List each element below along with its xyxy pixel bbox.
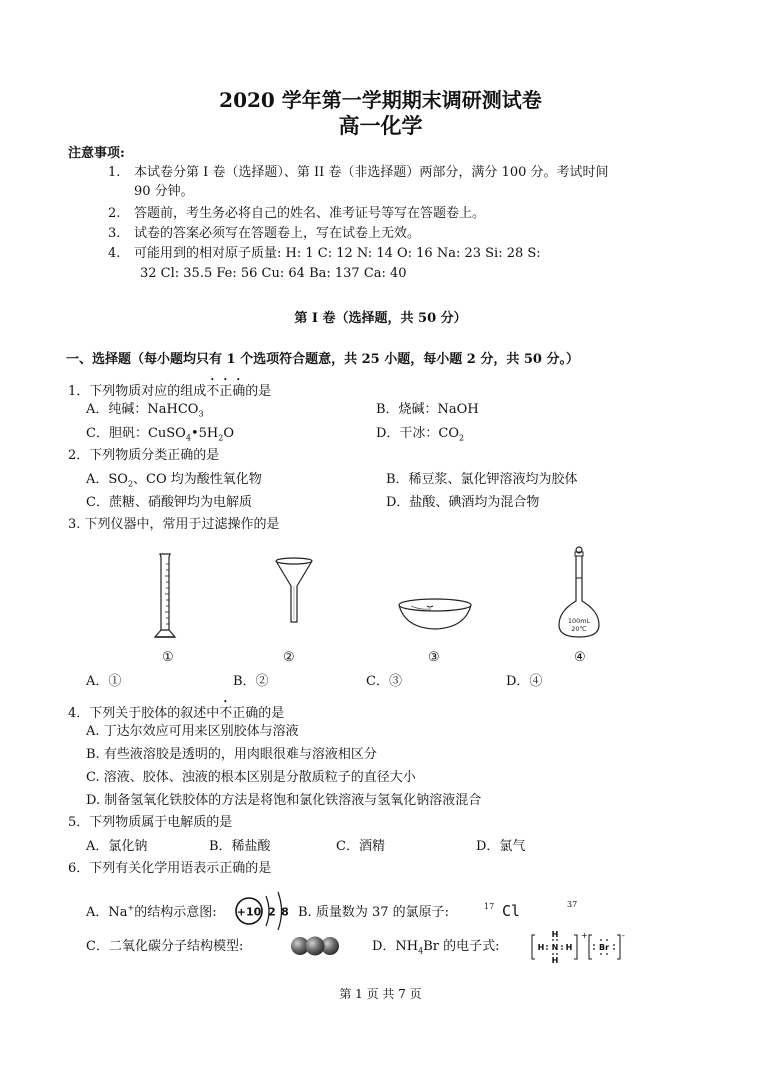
notice-item-4-line-1: 可能用到的相对原子质量: H: 1 C: 12 N: 14 O: 16 Na: 23 Si: 28 S: <box>134 246 541 261</box>
notice-item-1-num: 1. <box>108 165 121 180</box>
q3-option-b[interactable]: B．② <box>233 674 269 689</box>
hydrogen-left: H <box>537 943 545 952</box>
q3-option-a[interactable]: A．① <box>86 674 122 689</box>
notice-item-3-line-1: 试卷的答案必须写在答题卷上，写在试卷上无效。 <box>134 226 421 241</box>
shell-1-electrons: 2 <box>268 905 276 919</box>
q1-option-b[interactable]: B．烧碱：NaOH <box>376 402 479 417</box>
q4-option-c[interactable]: C. 溶液、胶体、浊液的根本区别是分散质粒子的直径大小 <box>86 770 416 785</box>
co2-molecule-model-icon <box>290 934 340 958</box>
q3-option-d[interactable]: D．④ <box>506 674 543 689</box>
notice-item-1-line-1: 本试卷分第 I 卷（选择题）、第 II 卷（非选择题）两部分，满分 100 分。考试时间 <box>134 165 609 180</box>
hydrogen-top: H <box>551 930 559 939</box>
q2-option-c[interactable]: C．蔗糖、硝酸钾均为电解质 <box>86 495 252 510</box>
q2-option-a[interactable]: A．$SO_2$、CO 均为酸性氧化物 <box>86 472 262 489</box>
apparatus-label-2: ② <box>283 650 295 665</box>
q1-option-a[interactable]: A．纯碱：NaHCO$_3$ <box>86 402 204 419</box>
q5-option-d[interactable]: D．氯气 <box>476 839 526 854</box>
q1-option-d[interactable]: D．干冰：$CO_2$ <box>376 426 465 443</box>
page-number: 第 1 页 共 7 页 <box>339 987 422 1001</box>
chlorine-atomic-number: 17 <box>484 902 495 911</box>
question-2-stem: 2．下列物质分类正确的是 <box>68 448 220 463</box>
q4-option-a[interactable]: A. 丁达尔效应可用来区别胶体与溶液 <box>86 724 299 739</box>
chlorine-mass-number: 37 <box>567 900 578 909</box>
hydrogen-bottom: H <box>551 956 559 965</box>
graduated-cylinder-icon <box>150 550 184 645</box>
q4-option-b[interactable]: B. 有些液溶胶是透明的，用肉眼很难与溶液相区分 <box>86 747 377 762</box>
hydrogen-right: H <box>565 943 573 952</box>
shell-2-electrons: 8 <box>281 905 289 919</box>
nucleus-charge: +10 <box>236 905 262 919</box>
exam-title: 2020 学年第一学期期末调研测试卷 <box>219 88 542 112</box>
section-title: 第 I 卷（选择题，共 50 分） <box>294 311 467 326</box>
q3-option-c[interactable]: C．③ <box>366 674 402 689</box>
notice-item-4-num: 4. <box>108 246 121 261</box>
question-5-stem: 5．下列物质属于电解质的是 <box>68 815 233 830</box>
q6-option-b[interactable]: B. 质量数为 37 的氯原子: <box>298 905 450 920</box>
question-4-stem: 4．下列关于胶体的叙述中不正确的是 <box>68 706 285 721</box>
notice-item-2-line-1: 答题前，考生务必将自己的姓名、准考证号等写在答题卷上。 <box>134 206 486 221</box>
notice-item-4-line-2: 32 Cl: 35.5 Fe: 56 Cu: 64 Ba: 137 Ca: 40 <box>140 266 407 281</box>
chlorine-symbol: Cl <box>502 902 521 920</box>
q6-option-c[interactable]: C．二氧化碳分子结构模型: <box>86 939 244 954</box>
nitrogen: N <box>551 943 559 952</box>
flask-label-temp: 20℃ <box>571 625 587 633</box>
question-1-stem: 1．下列物质对应的组成不正确的是 <box>68 384 272 399</box>
sodium-ion-structure-diagram <box>232 888 298 934</box>
q5-option-b[interactable]: B．稀盐酸 <box>209 839 271 854</box>
bromine: Br <box>598 943 610 952</box>
flask-label-volume: 100mL <box>567 617 591 625</box>
notice-item-2-num: 2. <box>108 206 121 221</box>
apparatus-label-4: ④ <box>574 650 586 665</box>
q2-option-b[interactable]: B．稀豆浆、氯化钾溶液均为胶体 <box>386 472 578 487</box>
question-3-stem: 3. 下列仪器中，常用于过滤操作的是 <box>68 517 280 532</box>
notice-item-1-line-2: 90 分钟。 <box>134 184 194 199</box>
q4-option-d[interactable]: D. 制备氢氧化铁胶体的方法是将饱和氯化铁溶液与氢氧化钠溶液混合 <box>86 793 482 808</box>
cation-charge: + <box>581 931 588 940</box>
emphasis-text: 不正确 <box>206 384 246 399</box>
exam-subject: 高一化学 <box>338 113 423 138</box>
question-6-stem: 6．下列有关化学用语表示正确的是 <box>68 861 272 876</box>
notice-heading: 注意事项: <box>68 146 125 161</box>
volumetric-flask-icon <box>553 545 605 641</box>
q6-option-a[interactable]: A．Na+的结构示意图: <box>86 903 217 920</box>
q5-option-c[interactable]: C．酒精 <box>336 839 385 854</box>
emphasis-text: 不 <box>219 706 233 721</box>
q2-option-d[interactable]: D．盐酸、碘酒均为混合物 <box>386 495 540 510</box>
notice-item-3-num: 3. <box>108 226 121 241</box>
funnel-icon <box>273 556 315 626</box>
q6-option-d[interactable]: D．$NH_4Br$ 的电子式: <box>372 939 500 956</box>
apparatus-label-3: ③ <box>428 650 440 665</box>
apparatus-label-1: ① <box>162 650 174 665</box>
q1-option-c[interactable]: C．胆矾：$CuSO_4•5H_2O$ <box>86 426 234 443</box>
anion-charge: - <box>622 931 625 940</box>
part-heading: 一、选择题（每小题均只有 1 个选项符合题意，共 25 小题，每小题 2 分，共 50 分。） <box>66 352 579 367</box>
nh4br-electron-formula <box>531 927 627 967</box>
evaporating-dish-icon <box>395 596 475 634</box>
q5-option-a[interactable]: A．氯化钠 <box>86 839 148 854</box>
